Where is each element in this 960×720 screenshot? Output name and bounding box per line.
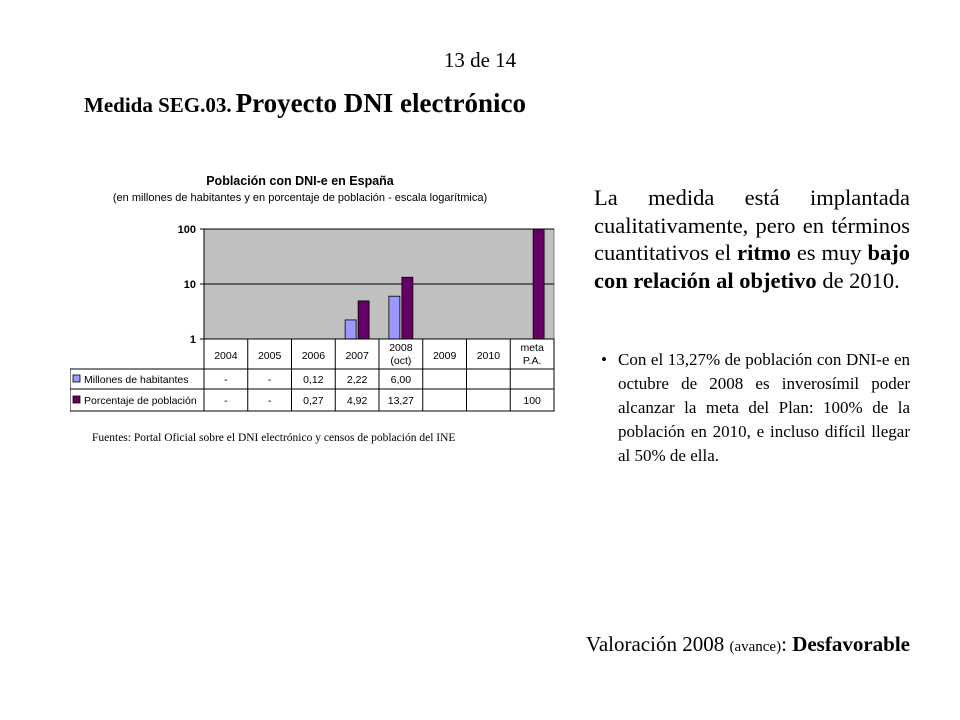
chart-source: Fuentes: Portal Oficial sobre el DNI electrónico y censos de población del INE (92, 432, 456, 444)
legend-label: Porcentaje de población (84, 395, 197, 407)
data-label: - (267, 395, 272, 407)
data-label: 13,27 (387, 395, 415, 407)
chart-title: Población con DNI-e en España (206, 174, 394, 188)
legend-label: Millones de habitantes (84, 374, 189, 386)
measure-code: Medida SEG.03. (84, 93, 232, 117)
bar (345, 320, 356, 339)
assessment-qualifier: (avance) (729, 639, 782, 655)
data-label: 4,92 (346, 395, 368, 407)
data-label: - (267, 374, 272, 386)
y-tick-label: 100 (177, 224, 196, 236)
bar (389, 296, 400, 339)
bar (358, 301, 369, 339)
data-label: 2,22 (346, 374, 368, 386)
x-category-label: P.A. (522, 355, 542, 367)
main-paragraph (594, 184, 910, 294)
data-label: - (224, 395, 228, 407)
x-category-label: meta (520, 342, 544, 354)
bar (402, 277, 413, 339)
data-label: 100 (523, 395, 541, 407)
x-category-label: 2009 (432, 350, 457, 362)
assessment-value: Desfavorable (792, 632, 910, 656)
bar (533, 229, 544, 339)
measure-name: Proyecto DNI electrónico (235, 88, 526, 118)
x-category-label: 2005 (257, 350, 282, 362)
assessment (586, 632, 910, 657)
data-label: - (224, 374, 228, 386)
page-number: 13 de 14 (443, 48, 517, 72)
chart-subtitle: (en millones de habitantes y en porcentaje de población - escala logarítmica) (112, 192, 488, 204)
x-category-label: 2004 (214, 350, 238, 362)
data-label: 6,00 (390, 374, 412, 386)
dni-chart (70, 165, 570, 430)
main-text-3: de 2010. (816, 267, 900, 293)
assessment-label: Valoración 2008 (586, 632, 730, 656)
x-category-label: 2008 (389, 342, 413, 354)
main-text-2: es muy (790, 240, 868, 265)
x-category-label: 2007 (345, 350, 369, 362)
main-text-bold-2: bajo con relación al objetivo (594, 240, 910, 293)
assessment-colon: : (781, 632, 793, 656)
data-label: 0,27 (303, 395, 324, 407)
y-tick-label: 10 (183, 279, 196, 291)
bullet-marker: • (601, 350, 607, 369)
x-category-label: (oct) (390, 355, 412, 367)
main-text-1: La medida está implantada cualitativamente, pero en términos cuantitativos el (594, 185, 910, 265)
x-category-label: 2006 (301, 350, 326, 362)
legend-swatch (73, 375, 80, 382)
bullet-item (601, 348, 910, 468)
y-tick-label: 1 (189, 334, 196, 346)
legend-swatch (73, 396, 80, 403)
bullet-text: Con el 13,27% de población con DNI-e en octubre de 2008 es inverosímil poder alcanzar la meta del Plan: 100% de la población en 2010, e incluso difícil llegar al 50% de ella. (618, 350, 910, 465)
main-text-bold-1: ritmo (737, 240, 791, 265)
data-label: 0,12 (303, 374, 324, 386)
x-category-label: 2010 (476, 350, 501, 362)
page-title (84, 88, 526, 119)
